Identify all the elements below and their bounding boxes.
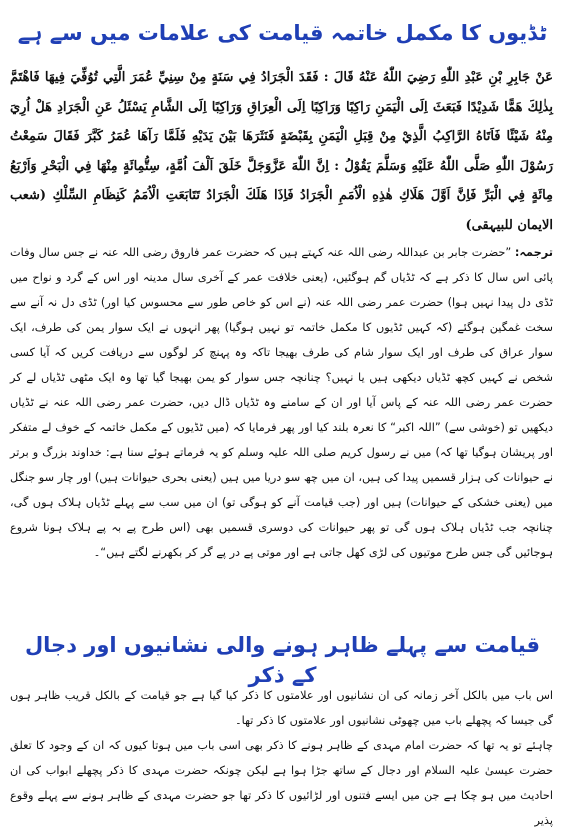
section-heading: قیامت سے پہلے ظاہر ہونے والی نشانیوں اور دجال کے ذکر (24, 633, 541, 687)
intro-block (10, 683, 553, 833)
translation-block (10, 240, 553, 565)
translation-text: ”حضرت جابر بن عبداللہ رضی اللہ عنہ کہتے ہیں کہ حضرت عمر فاروق رضی اللہ عنہ نے جس سال وفات پائی اس سال کا ذکر ہے کہ ٹڈیاں گم ہوگئیں، (یعنی خلافت عمر کے آخری سال مدینہ اور اس کے گرد و نواح میں ٹڈی دل پیدا نہیں ہوا) حضرت عمر رضی اللہ عنہ (نے اس کو خاص طور سے محسوس کیا اور) ٹڈی دل نہ آنے سے سخت غمگین ہوگئے (کہ کہیں ٹڈیوں کا مکمل خاتمہ تو نہیں ہوگیا) پھر انہوں نے ایک سوار یمن کی طرف، ایک سوار عراق کی طرف اور ایک سوار شام کی طرف بھیجا تاکہ وہ پہنچ کر لوگوں سے دریافت کریں کہ آیا کسی شخص نے کہیں کچھ ٹڈیاں دیکھی ہیں یا نہیں؟ چنانچہ جس سوار کو یمن بھیجا گیا تھا وہ ایک مٹھی ٹڈیاں لے کر حضرت عمر رضی اللہ عنہ کے پاس آیا اور ان کے سامنے وہ ٹڈیاں ڈال دیں، حضرت عمر رضی اللہ عنہ نے ٹڈیاں دیکھیں تو (خوشی سے) ”اللہ اکبر“ کا نعرہ بلند کیا اور پھر فرمایا کہ (میں ٹڈیوں کے مکمل خاتمہ کے خوف لے متفکر اور پریشان ہوگیا تھا کہ) میں نے رسول کریم صلی اللہ علیہ وسلم کو یہ فرماتے ہوئے سنا ہے: خداوند بزرگ و برتر نے حیوانات کی ہزار قسمیں پیدا کی ہیں، ان میں چھ سو دریا میں ہیں (یعنی بحری حیوانات ہیں) اور چار سو جنگل میں (یعنی خشکی کے حیوانات) ہیں اور (جب قیامت آنے کو ہوگی تو) ان میں سب سے پہلے ٹڈیاں ہلاک ہوں گی، چنانچہ جب ٹڈیاں ہلاک ہوں گی تو پھر حیوانات کی دوسری قسمیں بھی (اس طرح پے بہ پے ہلاک ہونا شروع ہوجائیں گی جس طرح موتیوں کی لڑی کھل جاتی ہے اور موتی پے در پے گر کر بکھرنے لگتے ہیں“۔ (10, 246, 553, 559)
page-title: ٹڈیوں کا مکمل خاتمہ قیامت کی علامات میں سے ہے (17, 21, 548, 45)
intro-paragraph-2: چاہئے تو یہ تھا کہ حضرت امام مہدی کے ظاہر ہونے کا ذکر بھی اسی باب میں ہوتا کیوں کہ ان کے وجود کا تعلق حضرت عیسیٰ علیہ السلام اور دجال کے ساتھ جڑا ہوا ہے لیکن چونکہ حضرت مہدی کا ذکر پچھلے ابواب کی ان احادیث میں ہو چکا ہے جن میں ایسے فتنوں اور لڑائیوں کا ذکر تھا جو حضرت مہدی کے ظاہر ہونے سے پہلے وقوع پذیر (10, 739, 553, 827)
hadith-arabic-text (10, 63, 553, 240)
hadith-text: عَنْ جَابِرِ بْنِ عَبْدِ اللّٰهِ رَضِيَ اللّٰهُ عَنْهُ قَالَ : فَقَدَ الْجَرَادُ فِي سَنَةٍ مِنْ سِنِيِّ عُمَرَ الَّتِي تُوُفِّيَ فِيهَا فَاهْتَمَّ بِذٰلِكَ هَمًّا شَدِيْدًا فَبَعَثَ اِلَى الْيَمَنِ رَاكِبًا وَرَاكِبًا اِلَى الْعِرَاقِ وَرَاكِبًا اِلَى الشَّامِ يَسْئَلُ عَنِ الْجَرَادِ هَلْ اُرِيَ مِنْهُ شَيْئًا فَاَتَاهُ الرَّاكِبُ الَّذِيْ مِنْ قِبَلِ الْيَمَنِ بِقَبْضَةٍ فَنَثَرَهَا بَيْنَ يَدَيْهِ فَلَمَّا رَآهَا عُمَرُ كَبَّرَ فَقَالَ سَمِعْتُ رَسُوْلَ اللّٰهِ صَلَّى اللّٰهُ عَلَيْهِ وَسَلَّمَ يَقُوْلُ : اِنَّ اللّٰهَ عَزَّوَجَلَّ خَلَقَ اَلْفَ اُمَّةٍ، سِتُّمِائَةٍ مِنْهَا فِي الْبَحْرِ وَاَرْبَعُ مِائَةٍ فِي الْبَرِّ فَاِنَّ اَوَّلَ هَلَاكِ هٰذِهِ الْاُمَمِ الْجَرَادُ فَاِذَا هَلَكَ الْجَرَادُ تَتَابَعَتِ الْاُمَمُ كَنِظَامِ السِّلْكِ (10, 70, 553, 203)
translation-label: ترجمہ: (514, 246, 553, 259)
hadith-reference: (شعب الایمان للبیہقی) (10, 188, 553, 233)
intro-paragraph-1: اس باب میں بالکل آخر زمانہ کی ان نشانیوں اور علامتوں کا ذکر کیا گیا ہے جو قیامت کے بالکل قریب ظاہر ہوں گی جیسا کہ پچھلے باب میں چھوٹی نشانیوں اور علامتوں کا ذکر تھا۔ (10, 689, 553, 727)
